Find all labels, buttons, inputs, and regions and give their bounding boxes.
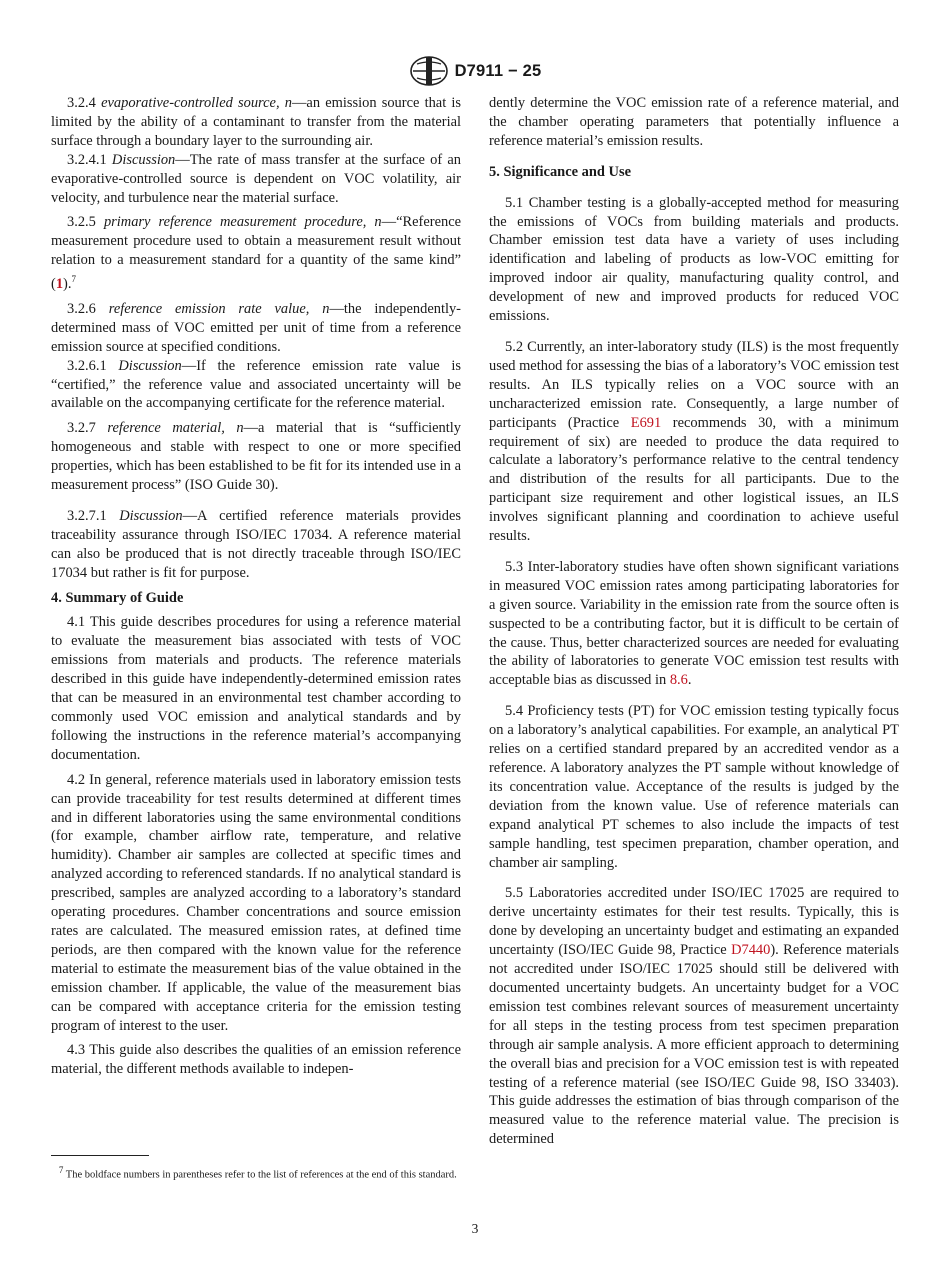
paragraph-3-2-7: 3.2.7 reference material, n—a material that is “sufficiently homogeneous and stable with respect to one or more specified properties, which has been established to be fit for its intended use in a measurement process” (ISO Guide 30). (51, 420, 461, 494)
link-d7440[interactable]: D7440 (731, 942, 771, 959)
footnote-mark: 7 (71, 274, 76, 285)
paragraph-3-2-4: 3.2.4 evaporative-controlled source, n—an emission source that is limited by the ability of a contaminant to transfer from the material surface through a boundary layer to the surrounding air. (51, 95, 462, 149)
paragraph-3-2-7-1: 3.2.7.1 Discussion—A certified reference materials provides traceability assurance through ISO/IEC 17034. A reference material can also be produced that is not directly traceable through ISO/IEC 17034 but rather is fit for purpose. (51, 507, 462, 581)
paragraph-3-2-5: 3.2.5 primary reference measurement procedure, n—“Reference measurement procedure used to obtain a measurement result without relation to a measurement standard for a quantity of the same kind” (1).$^7$ (51, 214, 462, 292)
standard-designation: D7911 − 25 (454, 61, 542, 80)
astm-logo-icon (409, 56, 449, 86)
paragraph-4-3-continued: dently determine the VOC emission rate of a reference material, and the chamber operating parameters that potentially influence a reference material’s emission results. (489, 95, 899, 149)
footnote-divider (51, 1155, 149, 1156)
paragraph-3-2-6: 3.2.6 reference emission rate value, n—the independently-determined mass of VOC emitted per unit of time from a reference emission source at specified conditions. (51, 300, 461, 355)
link-e691[interactable]: E691 (630, 414, 662, 431)
paragraph-4-3: 4.3 This guide also describes the qualities of an emission reference material, the different methods available to indepen- (51, 1042, 461, 1078)
paragraph-5-2: 5.2 Currently, an inter-laboratory study (ILS) is the most frequently used method for assessing the bias of a laboratory’s VOC emission test results. An ILS typically relies on a VOC source with an uncharacterized emission rate. Consequently, a large number of participants (Practice E691 recommends 30, with a minimum requirement of six) are needed to produce the data required to calculate a laboratory’s performance relative to the central tendency and distribution of the results for all participants. Due to the participant size requirement and other logistical issues, an ILS involves significant planning and coordination to achieve useful results. (489, 338, 899, 545)
paragraph-4-1: 4.1 This guide describes procedures for using a reference material to evaluate the measurement bias associated with tests of VOC emissions from materials and products. The reference materials described in this guide have independently-determined emission rates that can be measured in an environmental test chamber according to commonly used VOC emission and analytical standards and by following the instructions in the reference material’s accompanying documentation. (51, 614, 461, 763)
section-5-heading: 5. Significance and Use (489, 163, 631, 180)
paragraph-5-3: 5.3 Inter-laboratory studies have often shown significant variations in measured VOC emission rates among participating laboratories for a given source. Variability in the emission rate from the source often is suspected to be a contributing factor, but it is difficult to be certain of the cause. Thus, better characterized sources are needed for evaluating the ability of laboratories to generate VOC emission test results with acceptable bias as discussed in 8.6. (489, 558, 899, 689)
page-header (0, 56, 950, 86)
paragraph-5-5: 5.5 Laboratories accredited under ISO/IEC 17025 are required to derive uncertainty estimates for their test results. Typically, this is done by developing an uncertainty budget and estimating an expanded uncertainty (ISO/IEC Guide 98, Practice D7440). Reference materials not accredited under ISO/IEC 17025 should still be delivered with documented uncertainty budgets. An uncertainty budget for a VOC emission test combines relevant sources of measurement uncertainty for all steps in the testing process from test specimen preparation through air sample analysis. A more efficient approach to determining the overall bias and precision for a VOC emission test is with repeated testing of a reference material (see ISO/IEC Guide 98, ISO 33403). This guide addresses the estimation of bias through comparison of the measured value to the reference material value. The precision is determined (489, 885, 899, 1148)
paragraph-4-2: 4.2 In general, reference materials used in laboratory emission tests can provide traceability for test results determined at different times and in different laboratories using the same environmental conditions (for example, chamber airflow rate, temperature, and relative humidity). Chamber air samples are collected at specific times and analyzed according to referenced standards. If no analytical standard is prescribed, samples are analyzed according to a laboratory’s standard operating procedures. Chamber concentrations and source emission rates are calculated. The measured emission rates, at defined time periods, are then compared with the known value for the reference material to estimate the measurement bias of the value obtained in the emission chamber. If applicable, the value of the measurement bias can be compared with acceptance criteria for the emission testing program of interest to the user. (51, 771, 461, 1034)
paragraph-5-4: 5.4 Proficiency tests (PT) for VOC emission testing typically focus on a laboratory’s analytical capabilities. For example, an analytical PT relies on a certified standard prepared by an accredited vendor as a reference. A laboratory analyzes the PT sample without knowledge of its concentration value. Acceptance of the results is judged by the deviation from the known value. Use of reference materials can expand analytical PT schemes to also include the impacts of test sample handling, test specimen preparation, chamber operation, and chamber air sampling. (489, 703, 899, 871)
section-4-heading: 4. Summary of Guide (51, 589, 184, 606)
left-column (51, 94, 461, 1079)
paragraph-5-1: 5.1 Chamber testing is a globally-accepted method for measuring the emissions of VOCs from building materials and products. Chamber emission test data have a variety of uses including identification and labeling of products as low-VOC emitting for improved indoor air quality, manufacturing quality control, and development of new and improved products for reduced VOC emissions. (489, 194, 899, 325)
reference-link-1[interactable]: 1 (55, 275, 64, 292)
footnote-7: $^7$ The boldface numbers in parentheses refer to the list of references at the end of this standard. (58, 1165, 457, 1181)
page-number: 3 (471, 1221, 479, 1236)
paragraph-3-2-6-1: 3.2.6.1 Discussion—If the reference emission rate value is “certified,” the reference value and associated uncertainty will be available on the accompanying certificate for the reference material. (51, 357, 461, 412)
paragraph-3-2-4-1: 3.2.4.1 Discussion—The rate of mass transfer at the surface of an evaporative-controlled source is dependent on VOC volatility, air velocity, and turbulence near the material surface. (51, 151, 461, 206)
right-column (489, 94, 899, 1149)
link-section-8-6[interactable]: 8.6 (669, 672, 688, 689)
